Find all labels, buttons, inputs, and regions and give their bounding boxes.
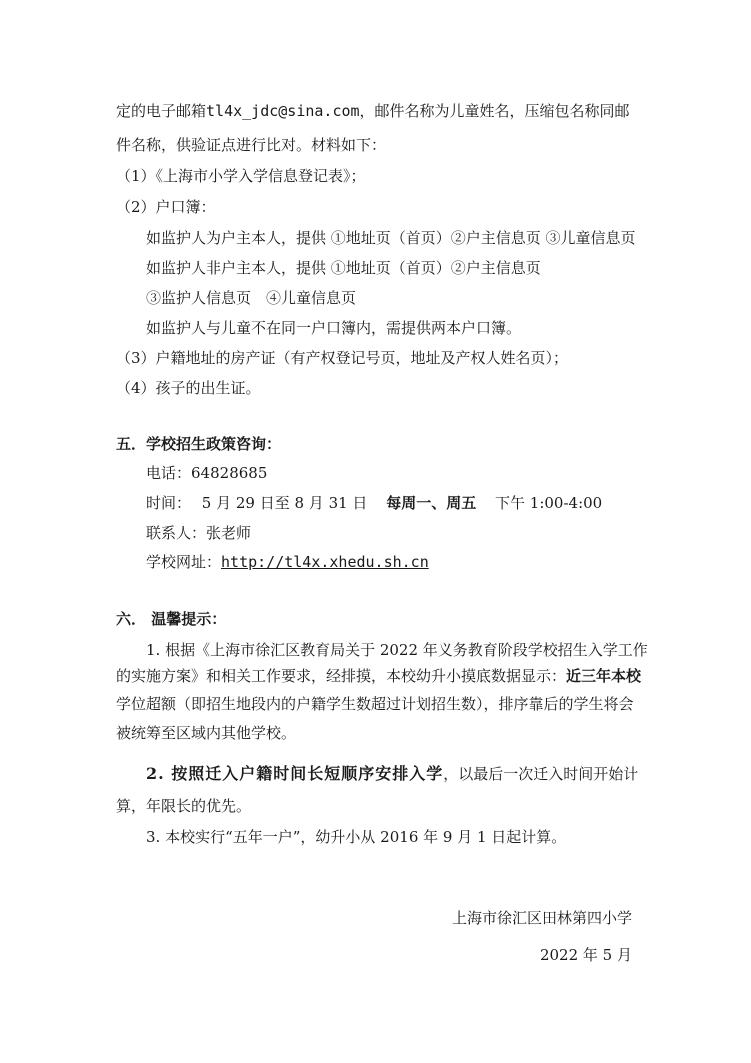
phone-number: 64828685 <box>191 464 268 482</box>
tip-2-rest: ，以最后一次迁入时间开始计 <box>443 765 639 783</box>
material-2-a: 如监护人为户主本人，提供 ①地址页（首页）②户主信息页 ③儿童信息页 <box>146 229 636 247</box>
website-line <box>146 552 429 572</box>
material-2-b: 如监护人非户主本人，提供 ①地址页（首页）②户主信息页 <box>146 259 541 277</box>
tip-1-line-2-text: 的实施方案》和相关工作要求，经排摸，本校幼升小摸底数据显示： <box>116 667 567 685</box>
material-2-c: ③监护人信息页 ④儿童信息页 <box>146 289 357 307</box>
tip-1-line-3: 学位超额（即招生地段内的户籍学生数超过计划招生数），排序靠后的学生将会 <box>116 695 634 713</box>
time-label: 时间： <box>146 494 192 512</box>
time-hours: 下午 1:00-4:00 <box>495 494 603 512</box>
intro-text-b: ，邮件名称为儿童姓名，压缩包名称同邮 <box>359 102 630 120</box>
time-dates: 5 月 29 日至 8 月 31 日 <box>201 494 368 512</box>
contact-name: 张老师 <box>206 524 252 542</box>
material-4: （4）孩子的出生证。 <box>116 379 261 397</box>
section-6-title: 六． 温馨提示： <box>116 610 227 628</box>
tip-3: 3. 本校实行“五年一户”，幼升小从 2016 年 9 月 1 日起计算。 <box>146 828 567 846</box>
phone-label: 电话： <box>146 464 192 482</box>
material-3: （3）户籍地址的房产证（有产权登记号页，地址及产权人姓名页）； <box>116 349 569 367</box>
tip-2-emphasis: 2. 按照迁入户籍时间长短顺序安排入学 <box>146 764 444 783</box>
time-days: 每周一、周五 <box>386 494 477 512</box>
intro-line-1 <box>116 101 630 121</box>
material-2-d: 如监护人与儿童不在同一户口簿内，需提供两本户口簿。 <box>146 319 522 337</box>
tip-1-line-4: 被统筹至区域内其他学校。 <box>116 724 297 742</box>
phone-line <box>146 463 267 483</box>
material-2: （2）户口簿： <box>116 198 216 216</box>
website-link[interactable]: http://tl4x.xhedu.sh.cn <box>221 553 429 571</box>
intro-text-a: 定的电子邮箱 <box>116 102 207 120</box>
time-line <box>146 493 602 513</box>
sign-date: 2022 年 5 月 <box>539 946 632 964</box>
website-label: 学校网址： <box>146 553 222 571</box>
material-1: （1）《上海市小学入学信息登记表》； <box>116 167 366 185</box>
intro-line-2: 件名称，供验证点进行比对。材料如下： <box>116 136 387 154</box>
section-5-title: 五．学校招生政策咨询： <box>116 435 282 453</box>
school-name: 上海市徐汇区田林第四小学 <box>451 909 632 927</box>
tip-1-line-1: 1. 根据《上海市徐汇区教育局关于 2022 年义务教育阶段学校招生入学工作 <box>146 641 648 659</box>
tip-2-line-1 <box>146 764 638 784</box>
email-address: tl4x_jdc@sina.com <box>206 102 360 120</box>
tip-2-line-2: 算，年限长的优先。 <box>116 797 252 815</box>
tip-1-emphasis: 近三年本校 <box>566 667 642 685</box>
contact-line <box>146 523 251 543</box>
contact-label: 联系人： <box>146 524 207 542</box>
tip-1-line-2 <box>116 666 641 686</box>
